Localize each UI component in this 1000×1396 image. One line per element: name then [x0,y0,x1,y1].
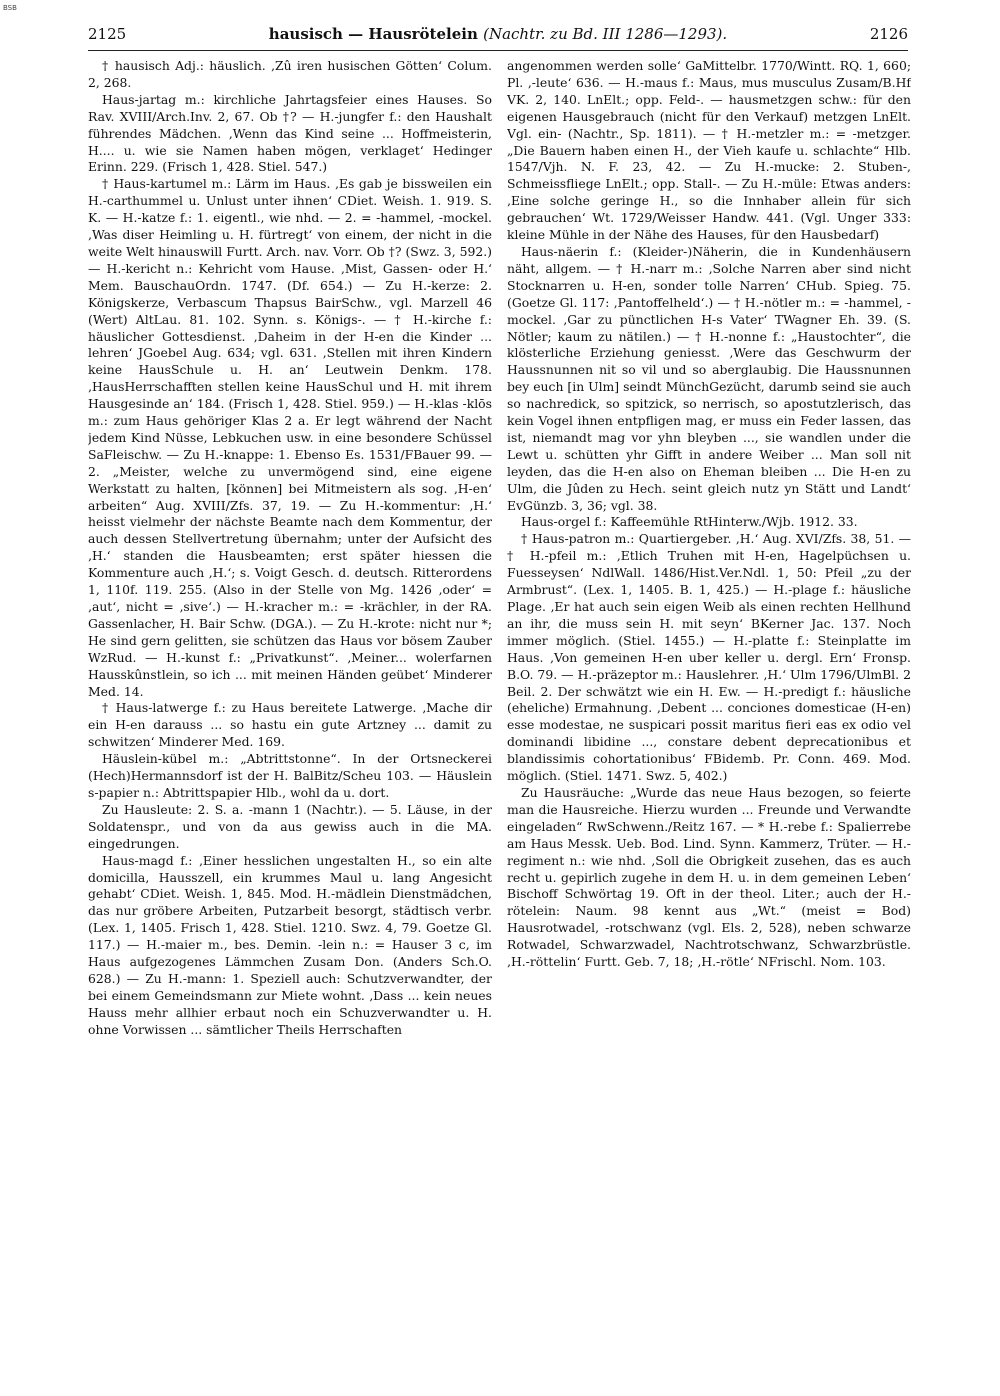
entry-haus-jartag: Haus-jartag m.: kirchliche Jahrtagsfeier eines Hauses. So Rav. XVIII/Arch.Inv. 2, 67. Ob †? — H.-jungfer f.: den Haushalt führendes Mädchen. ‚Wenn das Kind seine ... Hoffmeisterin, H.... u. wie sie Namen haben mögen, verklaget‘ Hedinger Erinn. 229. (Frisch 1, 428. Stiel. 547.) [88,91,492,175]
page-header [88,22,908,46]
entry-hausraeuche: Zu Hausräuche: „Wurde das neue Haus bezogen, so feierte man die Hausreiche. Hierzu wurden ... Freunde und Verwandte eingeladen“ RwSchwenn./Reitz 167. — * H.-rebe f.: Spalierrebe am Haus Messk. Ueb. Bod. Lind. Synn. Kammerz, Trüter. — H.-regiment n.: wie nhd. ‚Soll die Obrigkeit zusehen, das es auch recht u. gepirlich zugehe in dem H. u. in dem gemeinen Leben‘ Bischoff Schwörtag 19. Oft in der theol. Liter.; auch der H.-rötelein: Naum. 98 kennt aus „Wt.“ (meist = Bod) Hausrotwadel, -rotschwanz (vgl. Els. 2, 528), neben schwarze Rotwadel, Schwarzwadel, Nachtrotschwanz, Schwarzbrüstle. ‚H.-röttelin‘ Furtt. Geb. 7, 18; ‚H.-rötle‘ NFrischl. Nom. 103. [507,784,911,970]
library-stamp: BSB [3,4,17,12]
running-title [88,22,908,46]
column-number-right: 2126 [869,25,908,43]
entry-hausisch: † hausisch Adj.: häuslich. ‚Zû iren husischen Götten‘ Colum. 2, 268. [88,58,492,90]
entry-hausleute: Zu Hausleute: 2. S. a. -mann 1 (Nachtr.). — 5. Läuse, in der Soldatenspr., und von da aus gewiss auch in die MA. eingedrungen. [88,801,492,851]
entry-haus-patron: † Haus-patron m.: Quartiergeber. ‚H.‘ Aug. XVI/Zfs. 38, 51. — † H.-pfeil m.: ‚Etlich Truhen mit H-en, Hagelpüchsen u. Fuesseysen‘ NdlWall. 1486/Hist.Ver.Ndl. 1, 50: Pfeil „zu der Armbrust“. (Lex. 1, 1405. B. 1, 425.) — H.-plage f.: häusliche Plage. ‚Er hat auch sein eigen Weib als einen rechten Hellhund an ihr, die muss sein H. mit seyn‘ BKerner Jac. 137. Noch immer möglich. (Stiel. 1455.) — H.-platte f.: Steinplatte im Haus. ‚Von gemeinen H-en uber keller u. dergl. Ern‘ Fronsp. B.O. 79. — H.-präzeptor m.: Hauslehrer. ‚H.‘ Ulm 1796/UlmBl. 2 Beil. 2. Der schwätzt wie ein H. Ew. — H.-predigt f.: häusliche (eheliche) Ermahnung. ‚Debent ... conciones domesticae (H-en) esse modestae, ne suspicari possit maritus fieri eas ex odio vel dominandi libidine ..., constare debent deprecationibus et blandissimis cohortationibus‘ FBidemb. Pr. Conn. 469. Mod. möglich. (Stiel. 1471. Swz. 5, 402.) [507,531,911,784]
right-column [507,58,911,1378]
supplement-reference: (Nachtr. zu Bd. III 1286—1293). [483,25,728,43]
headword-range: hausisch — Hausrötelein [268,25,478,43]
entry-haeuslein-kuebel: Häuslein-kübel m.: „Abtrittstonne“. In der Ortsneckerei (Hech)Hermannsdorf ist der H. BalBitz/Scheu 103. — Häuslein s-papier n.: Abtrittspapier Hlb., wohl da u. dort. [88,751,492,800]
entry-haus-kartumel: † Haus-kartumel m.: Lärm im Haus. ‚Es gab je bissweilen ein H.-carthummel u. Unlust unter ihnen‘ CDiet. Weish. 1. 919. S. K. — H.-katze f.: 1. eigentl., wie nhd. — 2. = -hammel, -mockel. ‚Was diser Heimling u. H. fürtregt‘ von einem, der nicht in die weite Welt hinauswill Furtt. Arch. nav. Vorr. Ob †? (Swz. 3, 592.) — H.-kericht n.: Kehricht vom Hause. ‚Mist, Gassen- oder H.‘ Mem. BauschauOrdn. 1747. (Df. 654.) — Zu H.-kerze: 2. Königskerze, Verbascum Thapsus BairSchw., vgl. Marzell 46 (Wert) AltLau. 81. 102. Synn. s. Königs-. — † H.-kirche f.: häuslicher Gottesdienst. ‚Daheim in der H-en die Kinder ... lehren‘ JGoebel Aug. 634; vgl. 631. ‚Stellen mit ihren Kindern keine HausSchule u. H. an‘ Leutwein Denkm. 178. ‚HausHerrschafften stellen keine HausSchul und H. mit ihrem Hausgesinde an‘ 184. (Frisch 1, 428. Stiel. 959.) — H.-klas -klōs m.: zum Haus gehöriger Klas 2 a. Er legt während der Nacht jedem Kind Nüsse, Lebkuchen usw. in eine besondere Schüssel SaFleischw. — Zu H.-knappe: 1. Ebenso Es. 1531/FBauer 99. — 2. „Meister, welche zu unvermögend sind, eine eigene Werkstatt zu halten, [können] bei Mitmeistern als sog. ‚H-en‘ arbeiten“ Aug. XVIII/Zfs. 37, 19. — Zu H.-kommentur: ‚H.‘ heisst vielmehr der nächste Beamte nach dem Kommentur, der auch dessen Stellvertretung übernahm; unter der Aufsicht des ‚H.‘ standen die Hausbeamten; erst später hiessen die Kommenture auch ‚H.‘; s. Voigt Gesch. d. deutsch. Ritterordens 1, 110f. 119. 255. (Also in der Stelle von Mg. 1426 ‚oder‘ = ‚aut‘, nicht = ‚sive‘.) — H.-kracher m.: = -krächler, in der RA. Gassenlacher, H. Bair Schw. (DGA.). — Zu H.-krote: nicht nur *; He sind gern gelitten, sie schützen das Haus vor bösem Zauber WzRud. — H.-kunst f.: „Privatkunst“. ‚Meiner... wolerfarnen Hausskûnstlein, so ich ... mit meinen Händen geübet‘ Minderer Med. 14. [88,176,492,699]
entry-haus-naeerin: Haus-näerin f.: (Kleider-)Näherin, die in Kundenhäusern näht, allgem. — † H.-narr m.: ‚Solche Narren aber sind nicht Stocknarren u. H-en, sonder tolle Narren‘ CHub. Spieg. 75. (Goetze Gl. 117: ‚Pantoffelheld‘.) — † H.-nötler m.: = -hammel, -mockel. ‚Gar zu pünctlichen H-s Vater‘ TWagner Eh. 39. (S. Nötler; kaum zu nätilen.) — † H.-nonne f.: „Haustochter“, die klösterliche Erziehung geniesst. ‚Were das Geschwurm der Haussnunnen nit so vil und so aberglaubig. Die Haussnunnen bey euch [in Ulm] seindt MünchGezücht, darumb seind sie auch so nachredick, so spitzick, so nerrisch, so apostutzlerisch, das kein Vogel ihnen entpfligen mag, er muss ein Feder lassen, das ist, niemandt mag vor yhn bleyben ..., sie wandlen under die Lewt u. schütten yhr Gifft in andere Weiber ... Man soll nit leyden, das die H-en also on Eheman bleiben ... Die H-en zu Ulm, die Jûden zu Hech. seint gleich nutz yn Stätt und Landt‘ EvGünzb. 3, 36; vgl. 38. [507,243,911,513]
entry-continuation: angenommen werden solle‘ GaMittelbr. 1770/Wintt. RQ. 1, 660; Pl. ‚-leute‘ 636. — H.-maus f.: Maus, mus musculus Zusam/B.Hf VK. 2, 140. LnElt.; opp. Feld-. — hausmetzgen schw.: für den eigenen Hausgebrauch (nicht für den Verkauf) metzgen LnElt. Vgl. ein- (Nachtr., Sp. 1811). — † H.-metzler m.: = -metzger. „Die Bauern haben einen H., der Vieh kaufe u. schlachte“ Hlb. 1547/Vjh. N. F. 23, 42. — Zu H.-mucke: 2. Stuben-, Schmeissfliege LnElt.; opp. Stall-. — Zu H.-müle: Etwas anders: ‚Eine solche geringe H., so die Innhaber allein für sich gebrauchen‘ Wt. 1729/Weisser Handw. 441. (Vgl. Unger 333: kleine Mühle in der Nähe des Hauses, für den Hausbedarf) [507,58,911,243]
entry-haus-orgel: Haus-orgel f.: Kaffeemühle RtHinterw./Wjb. 1912. 33. [521,514,858,530]
entry-haus-magd: Haus-magd f.: ‚Einer hesslichen ungestalten H., so ein alte domicilla, Hausszell, ein krummes Maul u. lang Angesicht gehabt‘ CDiet. Weish. 1, 845. Mod. H.-mädlein Dienstmädchen, das nur gröbere Arbeiten, Putzarbeit besorgt, städtisch verbr. (Lex. 1, 1405. Frisch 1, 428. Stiel. 1210. Swz. 4, 79. Goetze Gl. 117.) — H.-maier m., bes. Demin. -lein n.: = Hauser 3 c, im Haus aufgezogenes Lämmchen Zusam Don. (Anders Sch.O. 628.) — Zu H.-mann: 1. Speziell auch: Schutzverwandter, der bei einem Gemeindsmann zur Miete wohnt. ‚Dass ... kein neues Hauss mehr allhier erbaut noch ein Schuzverwandter u. H. ohne Vorwissen ... sämtlicher Theils Herrschaften [88,852,492,1037]
left-column [88,58,492,1378]
column-number-left: 2125 [88,25,127,43]
entry-haus-latwerge: † Haus-latwerge f.: zu Haus bereitete Latwerge. ‚Mache dir ein H-en darauss ... so hastu ein gute Artzney ... damit zu schwitzen‘ Minderer Med. 169. [88,700,492,750]
header-rule [88,50,908,51]
